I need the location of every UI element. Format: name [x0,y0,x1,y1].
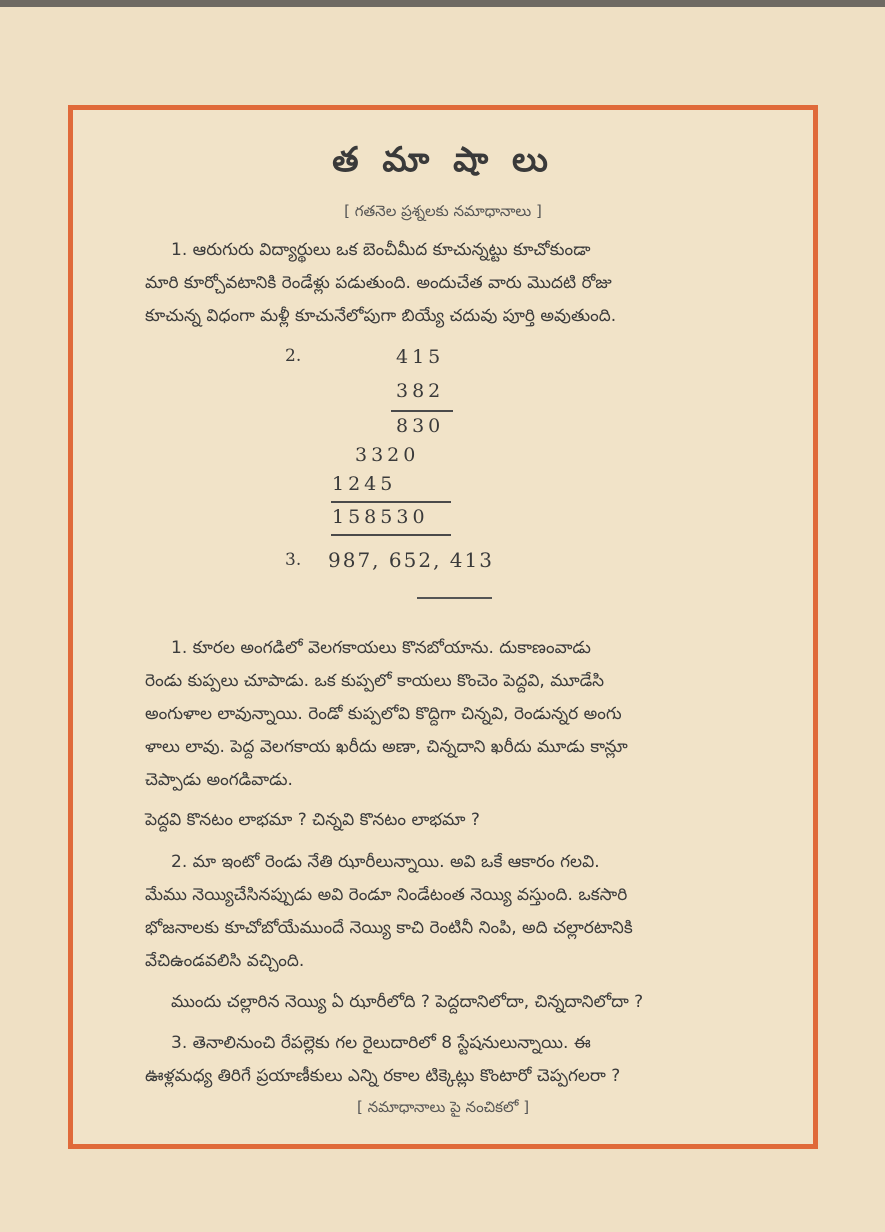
page-subtitle: [ గతనెల ప్రశ్నలకు నమాధానాలు ] [344,202,542,220]
question-2-prompt: ముందు చల్లారిన నెయ్యి ఏ ఝారీలోది ? పెద్దదానిలోదా, చిన్నదానిలోదా ? [171,992,644,1012]
scan-top-edge [0,0,885,7]
question-1-prompt: పెద్దవి కొనటం లాభమా ? చిన్నవి కొనటం లాభమా ? [145,810,480,830]
puzzle-page-frame [68,105,818,1149]
page-title: త మా షా లు [332,140,554,180]
multiplication-rule [391,410,453,412]
answer-2-row: 382 [396,380,445,402]
question-2-line: భోజనాలకు కూచోబోయేముందే నెయ్యి కాచి రెంటినీ నింపి, అది చల్లారటానికి [145,918,633,938]
question-3-line: 3. తెనాలినుంచి రేపల్లెకు గల రైలుదారిలో 8 స్టేషనులున్నాయి. ఈ [171,1033,591,1053]
multiplication-rule [331,534,451,536]
question-1-line: చెప్పాడు అంగడివాడు. [145,770,293,790]
question-1-line: 1. కూరల అంగడిలో వెలగకాయలు కొనబోయాను. దుకాణంవాడు [171,638,591,658]
answer-2-label: 2. [285,346,302,366]
answer-2-row: 3320 [355,444,420,466]
question-1-line: రెండు కుప్పలు చూపాడు. ఒక కుప్పలో కాయలు కొంచెం పెద్దవి, మూడేసి [145,671,605,691]
answer-2-result: 158530 [332,506,429,528]
answer-3-value: 987, 652, 413 [328,548,494,572]
answer-2-row: 1245 [332,473,397,495]
question-2-line: వేచిఉండవలిసి వచ్చింది. [145,951,305,971]
question-3-line: ఊళ్లమధ్య తిరిగే ప్రయాణీకులు ఎన్ని రకాల టిక్కెట్లు కొంటారో చెప్పగలరా ? [145,1066,621,1086]
section-divider [417,597,492,599]
footer-note: [ నమాధానాలు పై నంచికలో ] [356,1098,530,1116]
answer-1-line: కూచున్న విధంగా మళ్లీ కూచునేలోపుగా బియ్యే చదువు పూర్తి అవుతుంది. [145,306,617,326]
question-2-line: 2. మా ఇంటో రెండు నేతి ఝారీలున్నాయి. అవి ఒకే ఆకారం గలవి. [171,852,600,872]
question-2-line: మేము నెయ్యిచేసినప్పుడు అవి రెండూ నిండేటంత నెయ్యి వస్తుంది. ఒకసారి [145,885,628,905]
answer-1-line: 1. ఆరుగురు విద్యార్థులు ఒక బెంచీమీద కూచున్నట్టు కూచోకుండా [171,240,591,260]
question-1-line: ళాలు లావు. పెద్ద వెలగకాయ ఖరీదు అణా, చిన్నదాని ఖరీదు మూడు కాన్లూ [145,737,628,757]
answer-1-line: మారి కూర్చోవటానికి రెండేళ్లు పడుతుంది. అందుచేత వారు మొదటి రోజు [145,273,612,293]
answer-2-row: 415 [396,346,445,368]
multiplication-rule [331,501,451,503]
answer-2-row: 830 [396,415,445,437]
question-1-line: అంగుళాల లావున్నాయి. రెండో కుప్పలోవి కొద్దిగా చిన్నవి, రెండున్నర అంగు [145,704,622,724]
answer-3-label: 3. [285,550,302,570]
